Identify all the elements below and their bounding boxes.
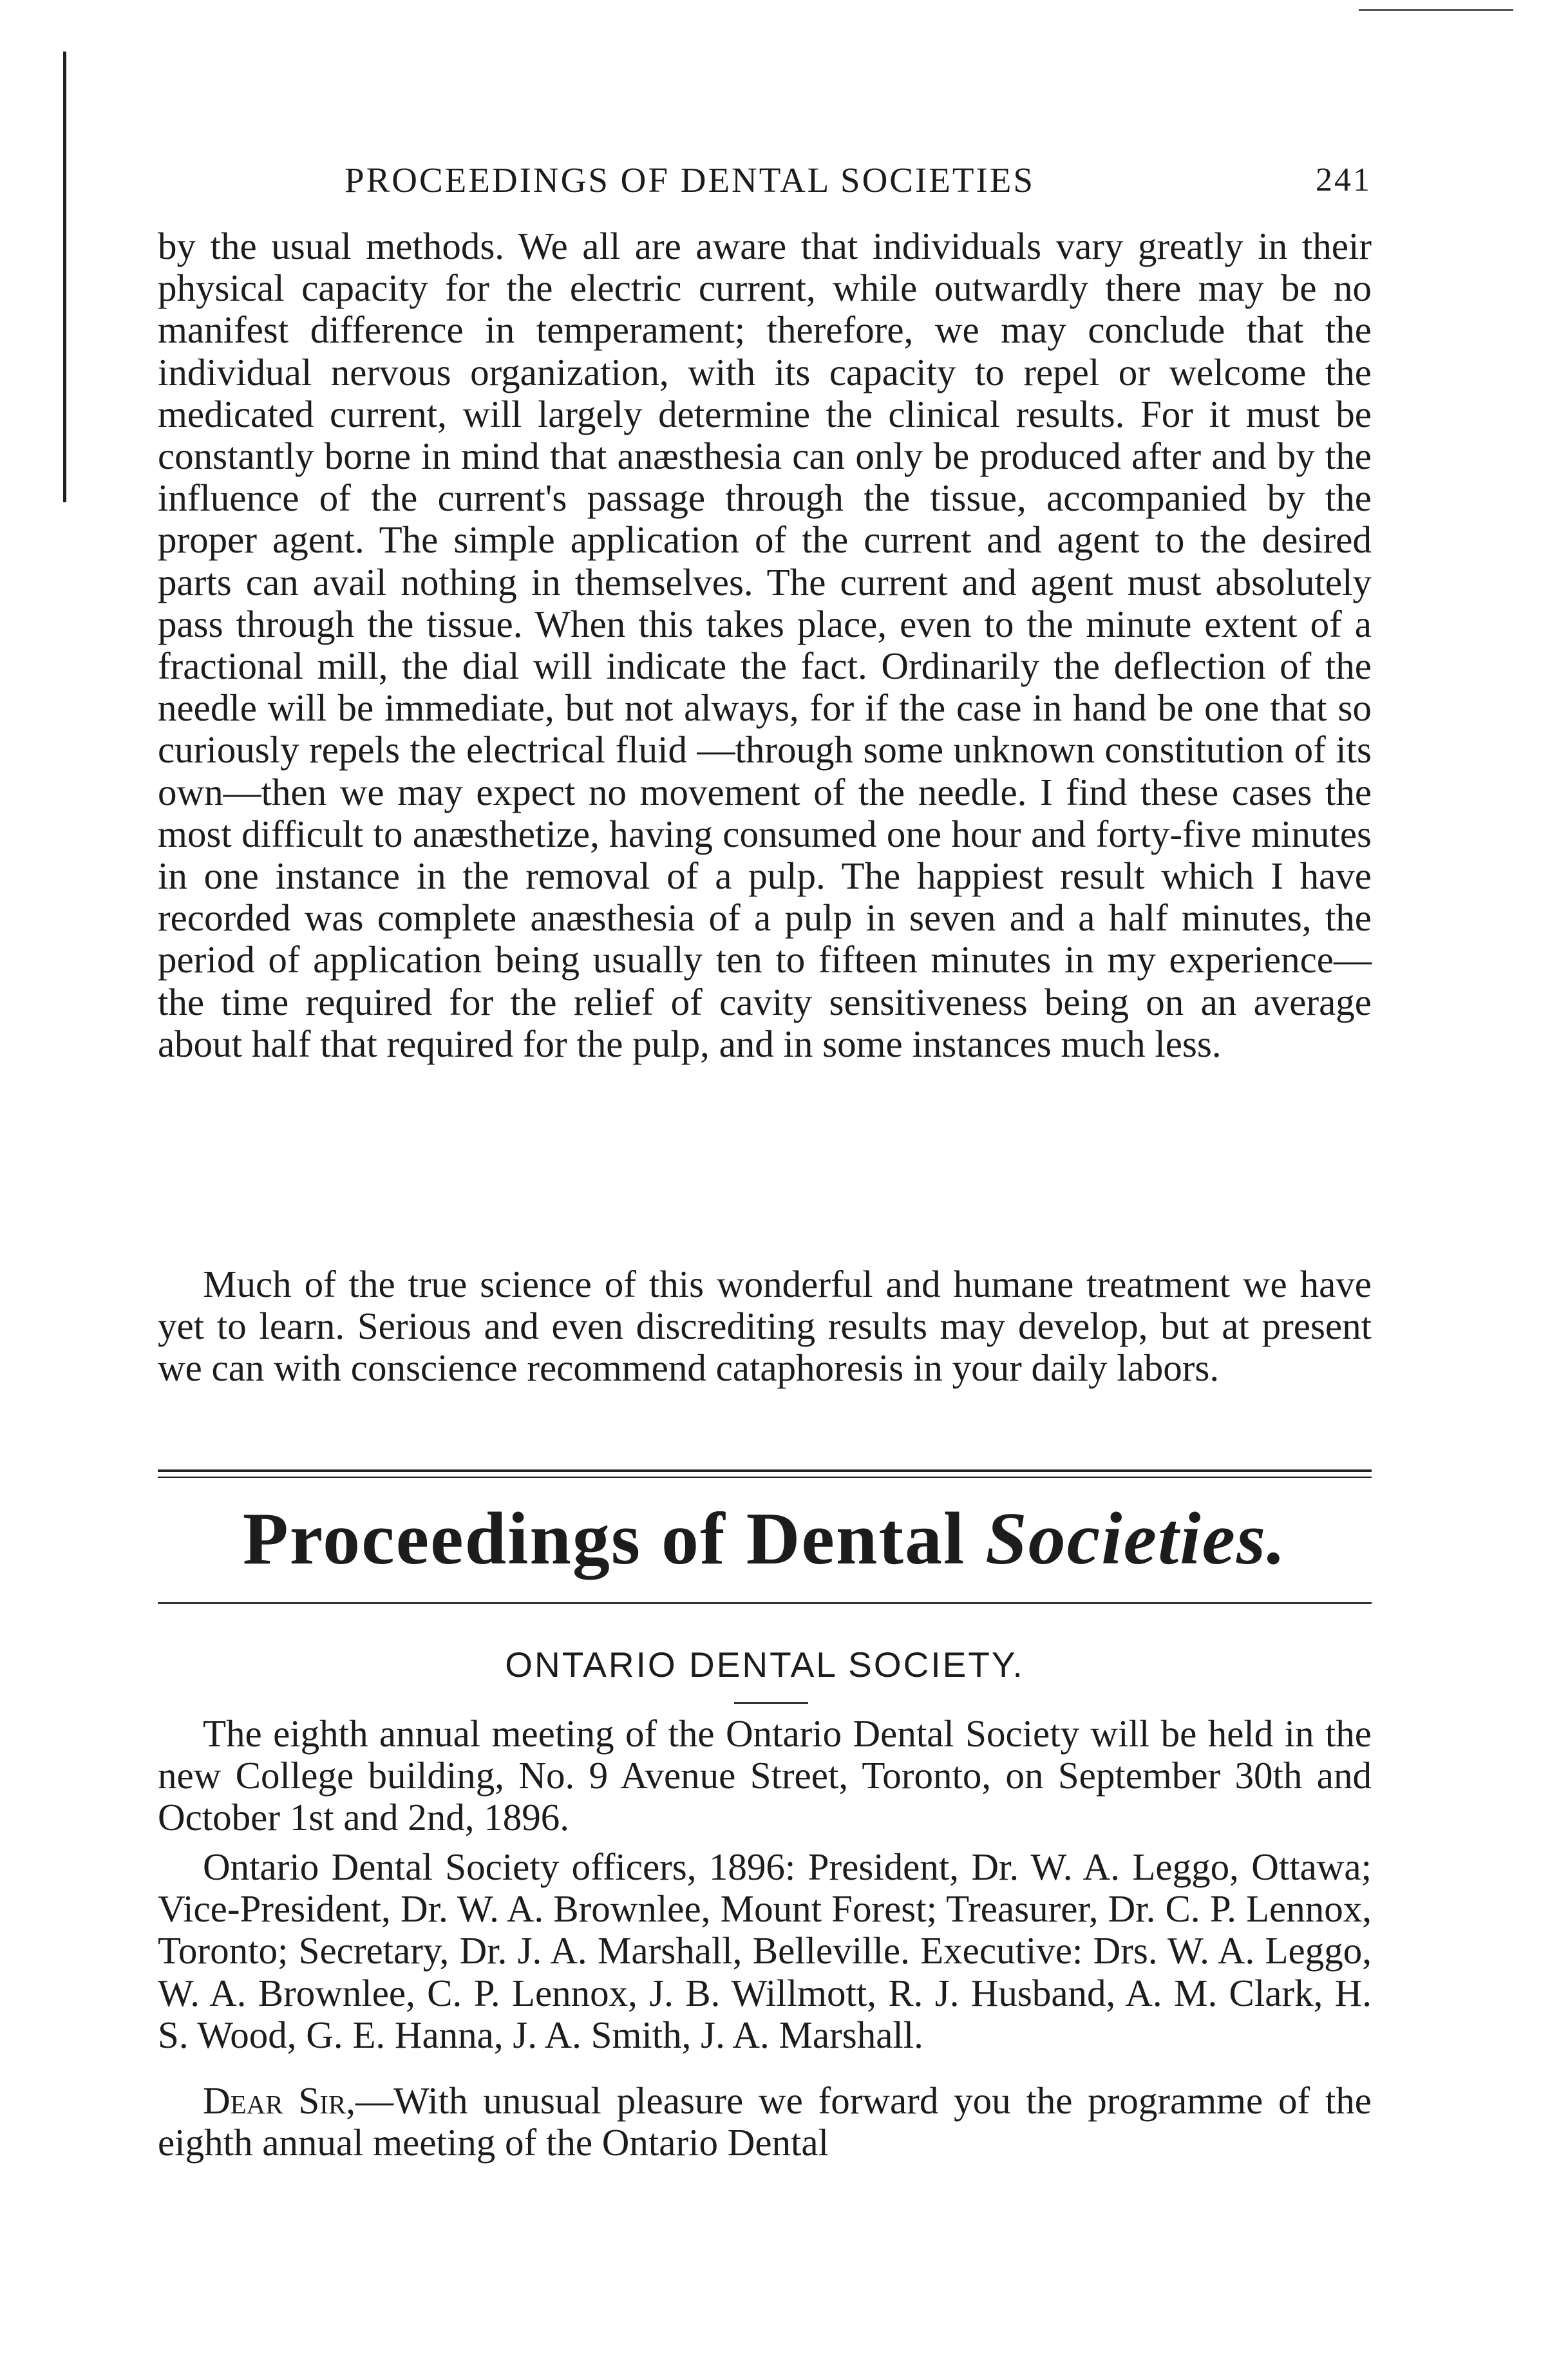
salutation: Dear Sir, xyxy=(203,2079,355,2122)
section-heading-main: Proceedings of Dental xyxy=(242,1498,986,1580)
article-continuation xyxy=(158,225,1372,1065)
letter-paragraph xyxy=(158,2080,1372,2164)
officers-list xyxy=(158,1846,1372,2056)
page-edge-rule xyxy=(1359,9,1513,11)
page-number: 241 xyxy=(1316,162,1372,198)
section-heading-italic: Societies. xyxy=(985,1498,1287,1580)
margin-scan-line xyxy=(63,52,66,502)
article-paragraph: by the usual methods. We all are aware that individuals vary greatly in their physical capacity for the electric current, while outwardly there may be no manifest difference in temperament; therefore, we may conclude that the individual nervous organization, with its capacity to repel or welcome the medicated current, will largely determine the clinical results. For it must be constantly borne in mind that anæsthesia can only be produced after and by the influence of the current's passage through the tissue, accompanied by the proper agent. The simple application of the current and agent to the desired parts can avail nothing in themselves. The current and agent must absolutely pass through the tissue. When this takes place, even to the minute extent of a fractional mill, the dial will indicate the fact. Ordinarily the deflection of the needle will be immediate, but not always, for if the case in hand be one that so curiously repels the electrical fluid —through some unknown constitution of its own—then we may expect no movement of the needle. I find these cases the most difficult to anæsthetize, having consumed one hour and forty-five minutes in one instance in the removal of a pulp. The happiest result which I have recorded was complete anæsthesia of a pulp in seven and a half minutes, the period of application being usually ten to fifteen minutes in my experience—the time required for the relief of cavity sensitiveness being on an average about half that required for the pulp, and in some instances much less. xyxy=(158,225,1372,1065)
letter-opening xyxy=(158,2080,1372,2164)
article-paragraph: Much of the true science of this wonderful and humane treatment we have yet to learn. Serious and even discrediting results may develop, but at present we can with conscience recommend cataphoresis in your daily labors. xyxy=(158,1263,1372,1390)
officers-paragraph: Ontario Dental Society officers, 1896: President, Dr. W. A. Leggo, Ottawa; Vice-President, Dr. W. A. Brownlee, Mount Forest; Treasurer, Dr. C. P. Lennox, Toronto; Secretary, Dr. J. A. Marshall, Belleville. Executive: Drs. W. A. Leggo, W. A. Brownlee, C. P. Lennox, J. B. Willmott, R. J. Husband, A. M. Clark, H. S. Wood, G. E. Hanna, J. A. Smith, J. A. Marshall. xyxy=(158,1846,1372,2056)
section-rule-bottom xyxy=(158,1602,1372,1604)
running-head xyxy=(158,160,1372,205)
letter-text: —With unusual pleasure we forward you the programme of the eighth annual meeting of the Ontario Dental xyxy=(158,2079,1372,2164)
section-heading xyxy=(158,1497,1372,1581)
society-heading: ONTARIO DENTAL SOCIETY. xyxy=(505,1645,1025,1685)
running-head-title: PROCEEDINGS OF DENTAL SOCIETIES xyxy=(345,160,1035,200)
society-heading-rule xyxy=(734,1702,808,1704)
meeting-announcement xyxy=(158,1713,1372,1839)
section-rule-top xyxy=(158,1469,1372,1478)
meeting-paragraph: The eighth annual meeting of the Ontario Dental Society will be held in the new College building, No. 9 Avenue Street, Toronto, on September 30th and October 1st and 2nd, 1896. xyxy=(158,1712,1372,1839)
article-closing xyxy=(158,1263,1372,1390)
